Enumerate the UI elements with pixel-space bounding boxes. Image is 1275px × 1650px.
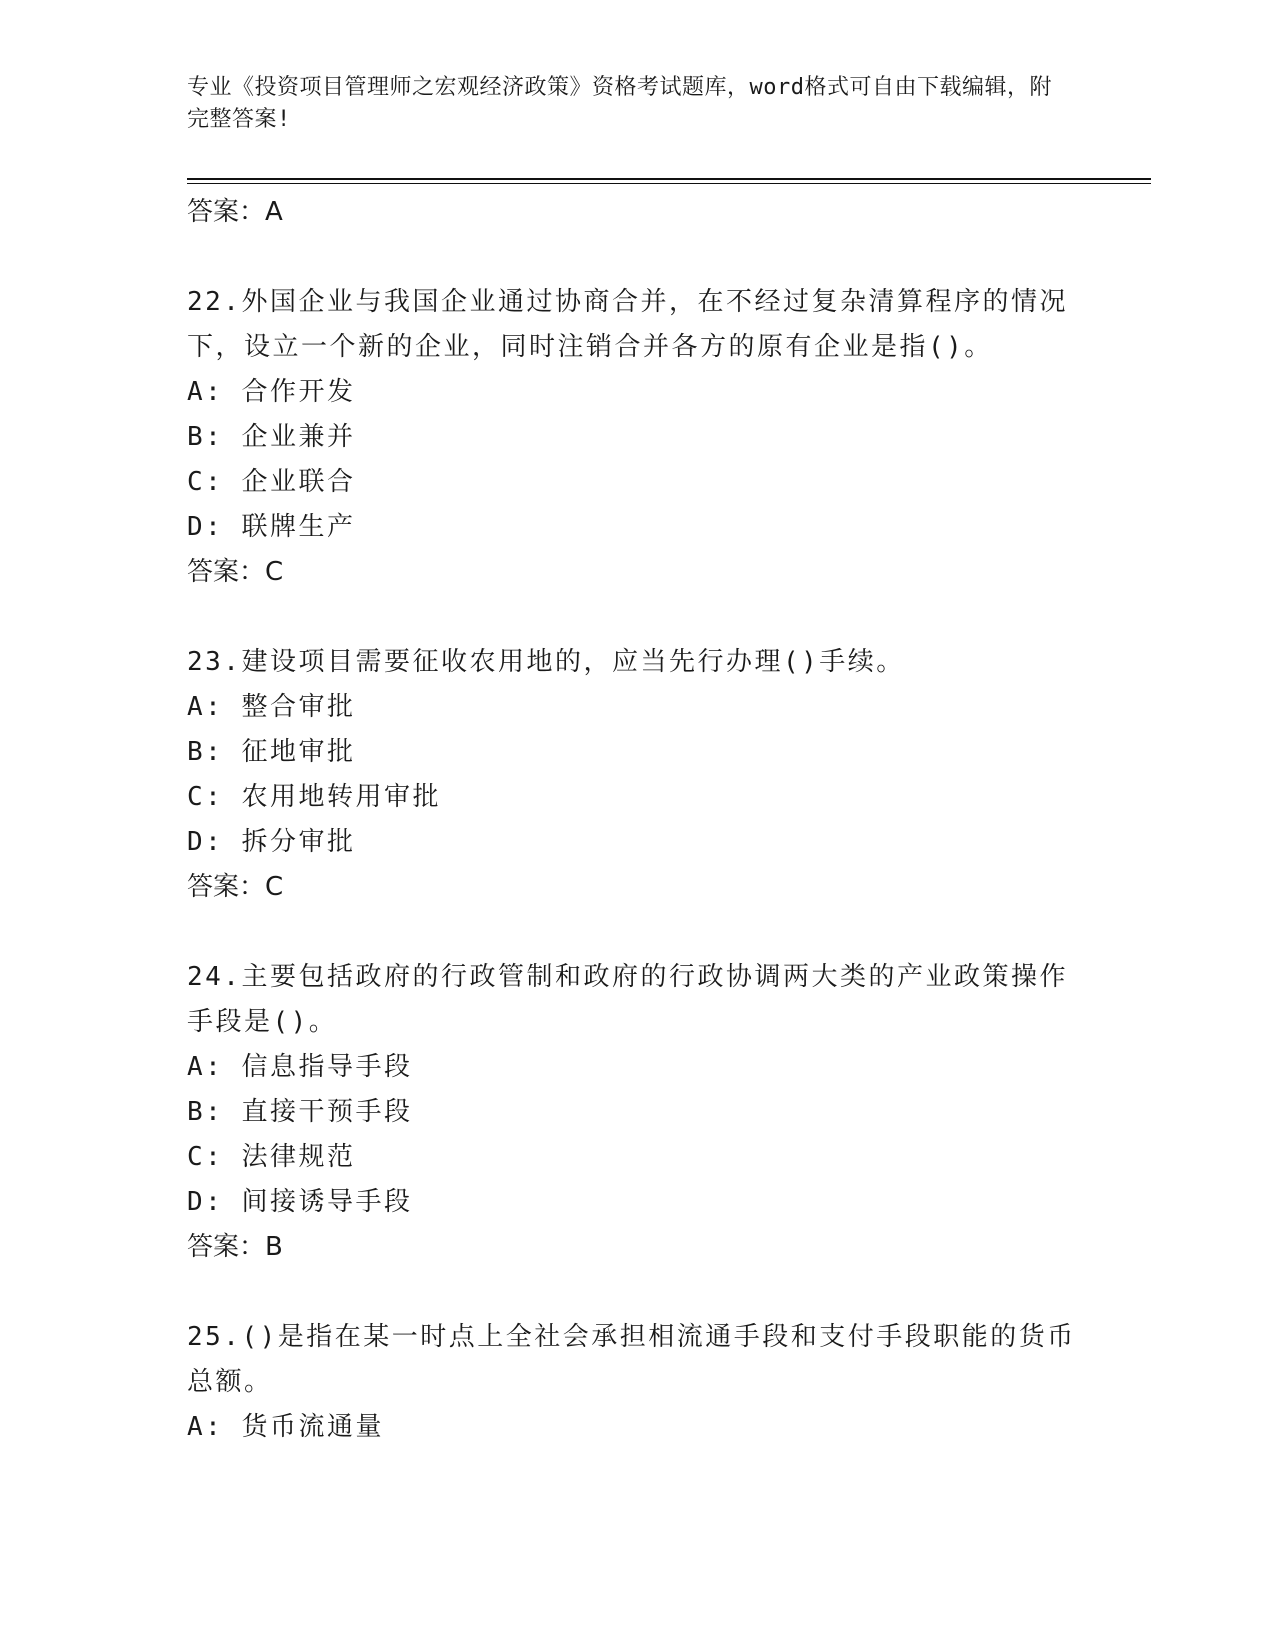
- option-c: C: 农用地转用审批: [187, 782, 441, 812]
- option-d: D: 拆分审批: [187, 827, 356, 857]
- answer-line: 答案：C: [187, 872, 284, 902]
- question-block: [187, 955, 1087, 1269]
- option-b: B: 征地审批: [187, 737, 356, 767]
- document-header: 专业《投资项目管理师之宏观经济政策》资格考试题库，word格式可自由下载编辑，附完整答案!: [187, 75, 1052, 132]
- option-a: A: 货币流通量: [187, 1412, 384, 1442]
- answer-line: 答案：A: [187, 197, 283, 227]
- option-b: B: 企业兼并: [187, 422, 356, 452]
- question-list: [187, 190, 1087, 1450]
- option-a: A: 信息指导手段: [187, 1052, 413, 1082]
- question-block: [187, 640, 1087, 909]
- question-block: [187, 1315, 1087, 1450]
- question-text: 22.外国企业与我国企业通过协商合并，在不经过复杂清算程序的情况下，设立一个新的企业，同时注销合并各方的原有企业是指()。: [187, 287, 1068, 362]
- option-d: D: 联牌生产: [187, 512, 356, 542]
- answer-line: 答案：B: [187, 1232, 283, 1262]
- option-d: D: 间接诱导手段: [187, 1187, 413, 1217]
- option-a: A: 整合审批: [187, 692, 356, 722]
- question-block: [187, 280, 1087, 594]
- question-text: 24.主要包括政府的行政管制和政府的行政协调两大类的产业政策操作手段是()。: [187, 962, 1068, 1037]
- option-c: C: 企业联合: [187, 467, 356, 497]
- option-b: B: 直接干预手段: [187, 1097, 413, 1127]
- header-divider: [187, 178, 1151, 180]
- option-a: A: 合作开发: [187, 377, 356, 407]
- answer-line: 答案：C: [187, 557, 284, 587]
- option-c: C: 法律规范: [187, 1142, 356, 1172]
- question-text: 23.建设项目需要征收农用地的，应当先行办理()手续。: [187, 647, 905, 677]
- question-text: 25.()是指在某一时点上全社会承担相流通手段和支付手段职能的货币总额。: [187, 1322, 1076, 1397]
